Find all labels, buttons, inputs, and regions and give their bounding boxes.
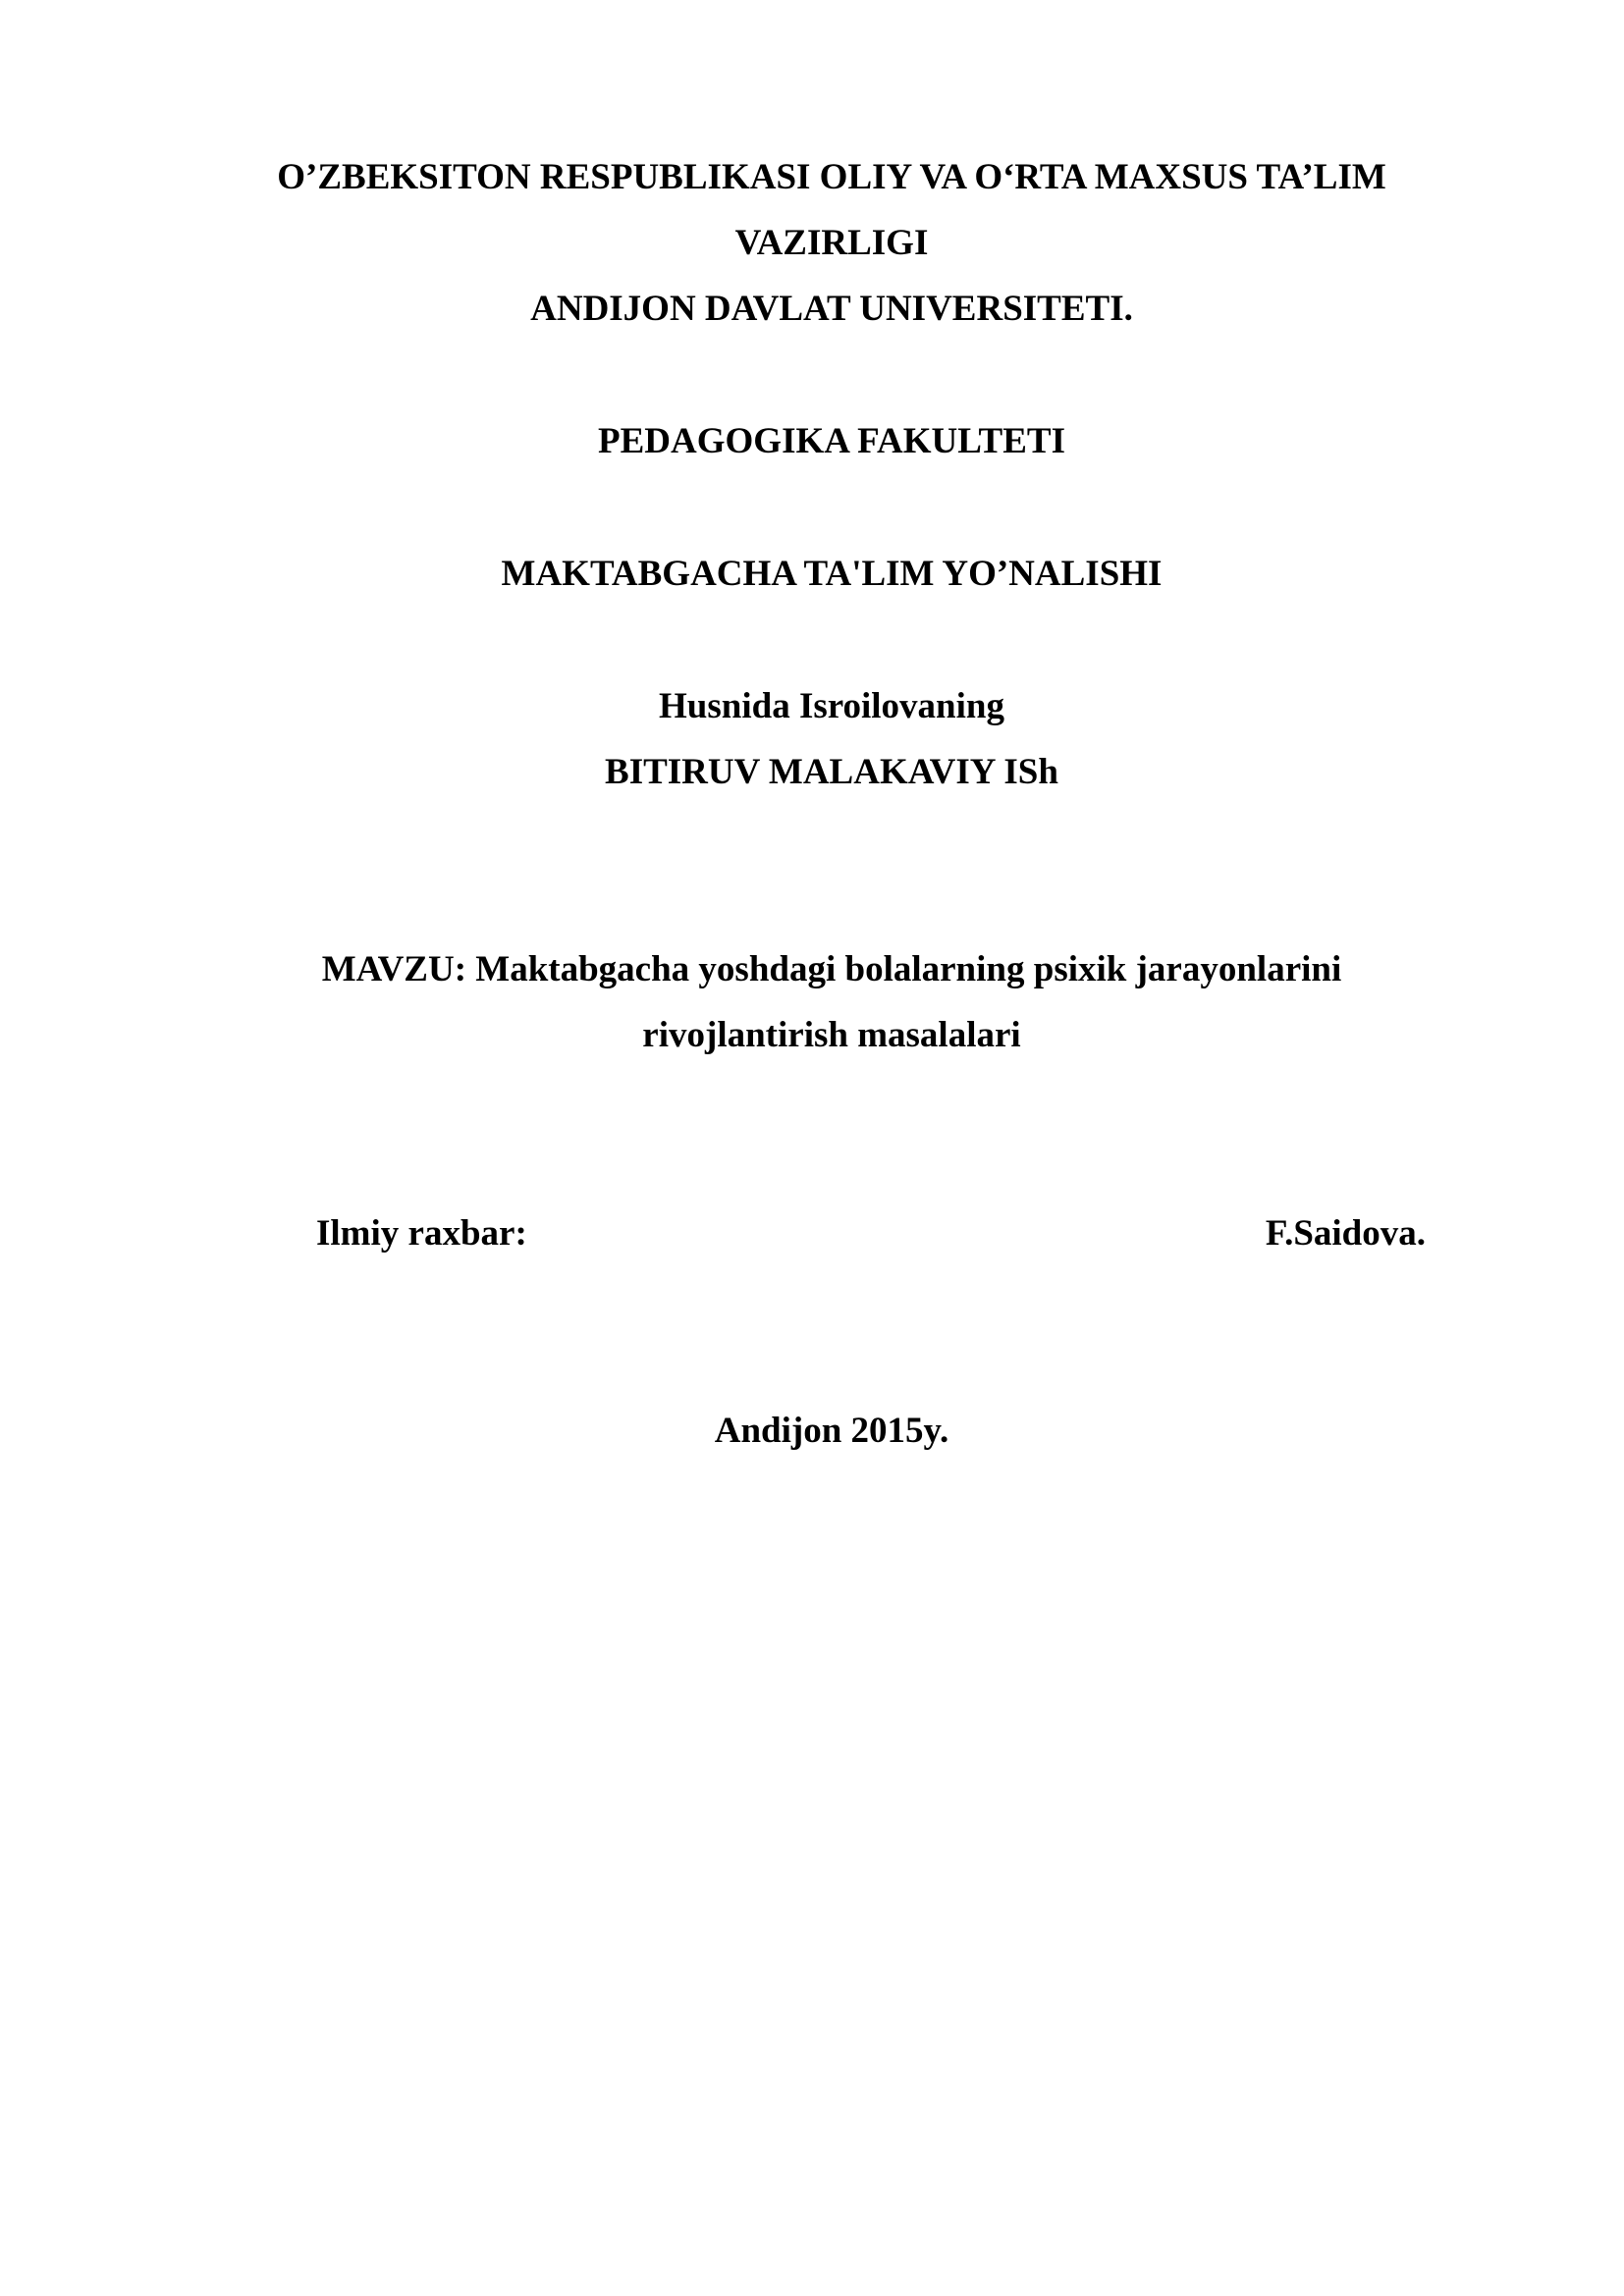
university-name: ANDIJON DAVLAT UNIVERSITETI. bbox=[530, 289, 1133, 329]
faculty-name: PEDAGOGIKA FAKULTETI bbox=[598, 421, 1065, 461]
study-direction: MAKTABGACHA TA'LIM YO’NALISHI bbox=[501, 554, 1163, 594]
topic-line2: rivojlantirish masalalari bbox=[642, 1015, 1021, 1055]
supervisor-name: F.Saidova. bbox=[1265, 1213, 1426, 1254]
ministry-title-line2: VAZIRLIGI bbox=[734, 223, 929, 263]
topic-line1: MAVZU: Maktabgacha yoshdagi bolalarning psixik jarayonlarini bbox=[321, 949, 1342, 989]
work-type-title: BITIRUV MALAKAVIY ISh bbox=[605, 752, 1058, 792]
city-year: Andijon 2015y. bbox=[714, 1411, 949, 1451]
supervisor-label: Ilmiy raxbar: bbox=[316, 1213, 527, 1254]
author-name: Husnida Isroilovaning bbox=[659, 686, 1004, 726]
ministry-title-line1: O’ZBEKSITON RESPUBLIKASI OLIY VA O‘RTA MAXSUS TA’LIM bbox=[277, 157, 1386, 197]
